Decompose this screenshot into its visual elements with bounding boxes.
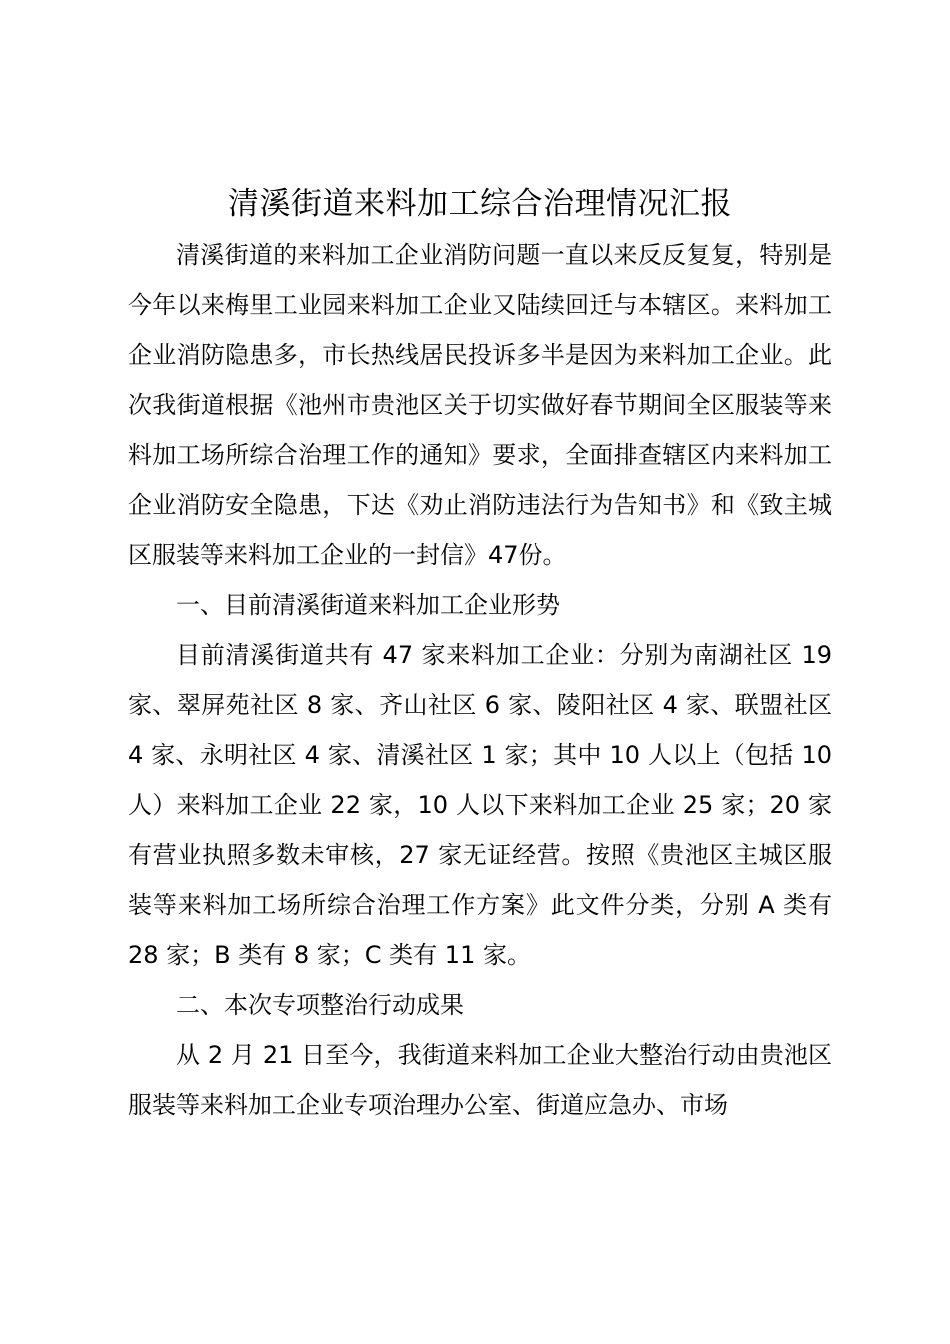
section-1-heading: 一、目前清溪街道来料加工企业形势 bbox=[176, 591, 560, 619]
section-2-paragraph: 从 2 月 21 日至今，我街道来料加工企业大整治行动由贵池区服装等来料加工企业专项治理办公室、街道应急办、市场 bbox=[128, 1041, 832, 1119]
document-title: 清溪街道来料加工综合治理情况汇报 bbox=[228, 186, 732, 222]
section-2-heading: 二、本次专项整治行动成果 bbox=[176, 991, 464, 1019]
document-page bbox=[128, 178, 832, 1130]
section-1-paragraph: 目前清溪街道共有 47 家来料加工企业：分别为南湖社区 19 家、翠屏苑社区 8 家、齐山社区 6 家、陵阳社区 4 家、联盟社区 4 家、永明社区 4 家、清溪社区 1 家；其中 10 人以上（包括 10 人）来料加工企业 22 家，10 人以下来料加工企业 25 家；20 家有营业执照多数未审核，27 家无证经营。按照《贵池区主城区服装等来料加工场所综合治理工作方案》此文件分类，分别 A 类有 28 家；B 类有 8 家；C 类有 11 家。 bbox=[128, 641, 832, 969]
intro-paragraph: 清溪街道的来料加工企业消防问题一直以来反反复复，特别是今年以来梅里工业园来料加工企业又陆续回迁与本辖区。来料加工企业消防隐患多，市长热线居民投诉多半是因为来料加工企业。此次我街道根据《池州市贵池区关于切实做好春节期间全区服装等来料加工场所综合治理工作的通知》要求，全面排查辖区内来料加工企业消防安全隐患，下达《劝止消防违法行为告知书》和《致主城区服装等来料加工企业的一封信》47份。 bbox=[128, 241, 832, 569]
